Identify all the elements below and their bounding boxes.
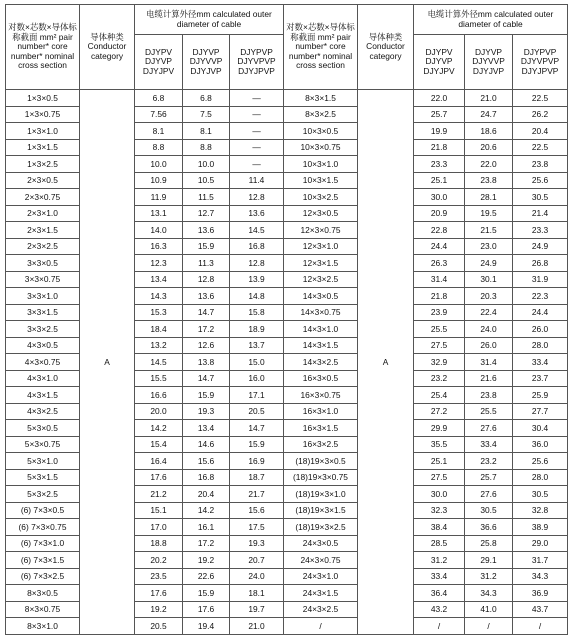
diameter-cell: 24.7	[465, 106, 513, 123]
spec-cell: 24×3×1.5	[284, 585, 358, 602]
diameter-cell: 25.6	[513, 172, 568, 189]
diameter-cell: 16.9	[230, 453, 284, 470]
diameter-cell: 21.6	[465, 370, 513, 387]
diameter-cell: 21.0	[230, 618, 284, 635]
spec-cell: 3×3×2.5	[6, 321, 80, 338]
spec-cell: 24×3×0.75	[284, 552, 358, 569]
spec-cell: 3×3×1.0	[6, 288, 80, 305]
diameter-cell: 16.1	[183, 519, 230, 536]
diameter-cell: 25.7	[465, 469, 513, 486]
spec-cell: 10×3×0.5	[284, 123, 358, 140]
diameter-cell: 15.6	[183, 453, 230, 470]
spec-cell: (18)19×3×0.75	[284, 469, 358, 486]
diameter-cell: 16.8	[230, 238, 284, 255]
diameter-cell: —	[230, 156, 284, 173]
model-col2-right: DJYVP DJYVVP DJYJVP	[465, 35, 513, 90]
diameter-cell: 15.5	[135, 370, 183, 387]
model-col3-right: DJYPVP DJYVPVP DJYJPVP	[513, 35, 568, 90]
diameter-cell: 18.6	[465, 123, 513, 140]
category-cell: A	[358, 90, 414, 635]
spec-cell: 1×3×1.5	[6, 139, 80, 156]
diameter-cell: 32.9	[414, 354, 465, 371]
diameter-cell: 36.9	[513, 585, 568, 602]
diameter-cell: 20.5	[135, 618, 183, 635]
diameter-cell: 20.6	[465, 139, 513, 156]
spec-cell: 12×3×1.0	[284, 238, 358, 255]
diameter-cell: 17.2	[183, 321, 230, 338]
diameter-cell: 18.1	[230, 585, 284, 602]
diameter-cell: 12.7	[183, 205, 230, 222]
diameter-cell: 14.8	[230, 288, 284, 305]
diameter-cell: 16.4	[135, 453, 183, 470]
diameter-cell: 20.5	[230, 403, 284, 420]
diameter-cell: 18.9	[230, 321, 284, 338]
spec-cell: 16×3×1.0	[284, 403, 358, 420]
diameter-cell: 16.3	[135, 238, 183, 255]
diameter-cell: 15.9	[183, 387, 230, 404]
diameter-cell: 19.3	[183, 403, 230, 420]
diameter-cell: 15.9	[230, 436, 284, 453]
diameter-cell: 14.6	[183, 436, 230, 453]
diameter-cell: 20.4	[513, 123, 568, 140]
diameter-cell: 25.7	[414, 106, 465, 123]
spec-cell: 14×3×1.0	[284, 321, 358, 338]
diameter-cell: 23.2	[414, 370, 465, 387]
spec-cell: 5×3×1.5	[6, 469, 80, 486]
diameter-cell: 13.4	[135, 271, 183, 288]
diameter-cell: 19.9	[414, 123, 465, 140]
diameter-cell: 41.0	[465, 601, 513, 618]
spec-right-header: 对数×芯数×导体标称截面 mm² pair number* core number* nominal cross section	[284, 5, 358, 90]
diameter-cell: 13.6	[230, 205, 284, 222]
spec-cell: 8×3×2.5	[284, 106, 358, 123]
diameter-cell: 34.3	[465, 585, 513, 602]
diameter-cell: 11.5	[183, 189, 230, 206]
diameter-cell: 19.2	[135, 601, 183, 618]
category-left-header: 导体种类 Conductor category	[80, 5, 135, 90]
diameter-cell: 16.8	[183, 469, 230, 486]
spec-cell: (6) 7×3×2.5	[6, 568, 80, 585]
diameter-cell: 23.5	[135, 568, 183, 585]
diameter-cell: 17.1	[230, 387, 284, 404]
diameter-cell: 25.6	[513, 453, 568, 470]
diameter-cell: 14.5	[135, 354, 183, 371]
diameter-cell: 14.0	[135, 222, 183, 239]
diameter-cell: 17.6	[135, 469, 183, 486]
spec-cell: 24×3×1.0	[284, 568, 358, 585]
diameter-cell: 18.8	[135, 535, 183, 552]
diameter-cell: 19.7	[230, 601, 284, 618]
diameter-cell: 19.2	[183, 552, 230, 569]
diameter-cell: 20.7	[230, 552, 284, 569]
diameter-cell: 26.2	[513, 106, 568, 123]
diameter-cell: 23.8	[465, 387, 513, 404]
diameter-cell: 30.4	[513, 420, 568, 437]
diameter-cell: 7.5	[183, 106, 230, 123]
diameter-cell: 21.8	[414, 139, 465, 156]
diameter-cell: 27.6	[465, 420, 513, 437]
diameter-cell: 6.8	[183, 90, 230, 107]
diameter-cell: 27.5	[414, 337, 465, 354]
diameter-cell: 15.3	[135, 304, 183, 321]
spec-cell: 16×3×0.5	[284, 370, 358, 387]
spec-cell: 4×3×1.0	[6, 370, 80, 387]
diameter-cell: 18.4	[135, 321, 183, 338]
spec-cell: (18)19×3×2.5	[284, 519, 358, 536]
diameter-cell: 23.2	[465, 453, 513, 470]
diameter-cell: 17.6	[183, 601, 230, 618]
diameter-cell: 17.5	[230, 519, 284, 536]
diameter-cell: 8.1	[135, 123, 183, 140]
diameter-cell: 27.2	[414, 403, 465, 420]
diameter-cell: 6.8	[135, 90, 183, 107]
diameter-cell: 23.3	[414, 156, 465, 173]
diameter-cell: 13.6	[183, 222, 230, 239]
spec-cell: 12×3×0.5	[284, 205, 358, 222]
diameter-cell: 19.4	[183, 618, 230, 635]
diameter-cell: 38.4	[414, 519, 465, 536]
diameter-cell: 21.2	[135, 486, 183, 503]
diameter-cell: 22.8	[414, 222, 465, 239]
spec-cell: 5×3×0.5	[6, 420, 80, 437]
diameter-cell: 36.0	[513, 436, 568, 453]
diameter-cell: 31.4	[414, 271, 465, 288]
diameter-cell: 28.5	[414, 535, 465, 552]
model-col1-right: DJYPV DJYVP DJYJPV	[414, 35, 465, 90]
diameter-cell: 16.6	[135, 387, 183, 404]
diameter-cell: 7.56	[135, 106, 183, 123]
diameter-cell: —	[230, 123, 284, 140]
diameter-cell: 15.4	[135, 436, 183, 453]
diameter-cell: 36.6	[465, 519, 513, 536]
diameter-cell: 24.0	[230, 568, 284, 585]
spec-cell: 3×3×1.5	[6, 304, 80, 321]
spec-cell: 16×3×2.5	[284, 436, 358, 453]
diameter-cell: 23.0	[465, 238, 513, 255]
diameter-right-header: 电缆计算外径mm calculated outer diameter of cable	[414, 5, 568, 35]
spec-cell: 2×3×0.5	[6, 172, 80, 189]
diameter-cell: /	[414, 618, 465, 635]
diameter-cell: 15.8	[230, 304, 284, 321]
spec-cell: 5×3×0.75	[6, 436, 80, 453]
diameter-cell: 15.9	[183, 238, 230, 255]
diameter-cell: 27.5	[414, 469, 465, 486]
spec-cell: 5×3×1.0	[6, 453, 80, 470]
diameter-cell: 34.3	[513, 568, 568, 585]
spec-cell: 4×3×2.5	[6, 403, 80, 420]
diameter-cell: 15.6	[230, 502, 284, 519]
diameter-cell: 17.6	[135, 585, 183, 602]
diameter-cell: 35.5	[414, 436, 465, 453]
spec-cell: 4×3×1.5	[6, 387, 80, 404]
spec-cell: 24×3×0.5	[284, 535, 358, 552]
diameter-cell: 10.5	[183, 172, 230, 189]
diameter-cell: 25.1	[414, 453, 465, 470]
diameter-cell: 11.3	[183, 255, 230, 272]
diameter-cell: 21.5	[465, 222, 513, 239]
diameter-cell: 14.7	[230, 420, 284, 437]
diameter-cell: 30.5	[465, 502, 513, 519]
diameter-cell: 28.0	[513, 337, 568, 354]
spec-cell: 14×3×2.5	[284, 354, 358, 371]
spec-cell: 4×3×0.5	[6, 337, 80, 354]
diameter-cell: 32.3	[414, 502, 465, 519]
diameter-cell: 31.2	[414, 552, 465, 569]
diameter-cell: 38.9	[513, 519, 568, 536]
diameter-cell: 26.3	[414, 255, 465, 272]
diameter-cell: 23.8	[465, 172, 513, 189]
model-col1-left: DJYPV DJYVP DJYJPV	[135, 35, 183, 90]
category-cell: A	[80, 90, 135, 635]
diameter-cell: 20.0	[135, 403, 183, 420]
category-right-header: 导体种类 Conductor category	[358, 5, 414, 90]
diameter-cell: 8.8	[135, 139, 183, 156]
diameter-cell: 17.2	[183, 535, 230, 552]
diameter-cell: 13.8	[183, 354, 230, 371]
spec-cell: 24×3×2.5	[284, 601, 358, 618]
diameter-cell: 15.1	[135, 502, 183, 519]
diameter-cell: 30.0	[414, 189, 465, 206]
diameter-cell: 25.5	[465, 403, 513, 420]
diameter-cell: 10.9	[135, 172, 183, 189]
diameter-cell: 23.3	[513, 222, 568, 239]
diameter-cell: 29.0	[513, 535, 568, 552]
diameter-cell: 12.8	[230, 189, 284, 206]
diameter-cell: 22.5	[513, 139, 568, 156]
diameter-cell: 31.7	[513, 552, 568, 569]
diameter-cell: 12.8	[183, 271, 230, 288]
diameter-cell: 21.0	[465, 90, 513, 107]
spec-cell: 2×3×1.5	[6, 222, 80, 239]
diameter-cell: 22.0	[465, 156, 513, 173]
spec-cell: 8×3×1.0	[6, 618, 80, 635]
diameter-cell: 21.4	[513, 205, 568, 222]
diameter-cell: 24.9	[465, 255, 513, 272]
diameter-cell: /	[513, 618, 568, 635]
diameter-cell: 13.7	[230, 337, 284, 354]
diameter-cell: 21.7	[230, 486, 284, 503]
diameter-cell: 26.0	[465, 337, 513, 354]
spec-cell: 12×3×0.75	[284, 222, 358, 239]
spec-cell: (6) 7×3×0.75	[6, 519, 80, 536]
spec-cell: (18)19×3×1.0	[284, 486, 358, 503]
diameter-cell: 22.5	[513, 90, 568, 107]
diameter-cell: 43.7	[513, 601, 568, 618]
spec-cell: 8×3×0.5	[6, 585, 80, 602]
spec-cell: (6) 7×3×1.0	[6, 535, 80, 552]
spec-cell: (6) 7×3×0.5	[6, 502, 80, 519]
diameter-cell: 29.1	[465, 552, 513, 569]
spec-cell: 1×3×1.0	[6, 123, 80, 140]
spec-cell: 8×3×1.5	[284, 90, 358, 107]
diameter-cell: 20.4	[183, 486, 230, 503]
diameter-cell: 22.0	[414, 90, 465, 107]
table-body	[6, 90, 568, 635]
spec-cell: 1×3×0.5	[6, 90, 80, 107]
model-col3-left: DJYPVP DJYVPVP DJYJPVP	[230, 35, 284, 90]
diameter-cell: 22.3	[513, 288, 568, 305]
diameter-cell: 31.9	[513, 271, 568, 288]
diameter-cell: 24.9	[513, 238, 568, 255]
diameter-cell: 17.0	[135, 519, 183, 536]
spec-cell: 1×3×2.5	[6, 156, 80, 173]
diameter-cell: 20.9	[414, 205, 465, 222]
diameter-cell: 25.5	[414, 321, 465, 338]
cable-diameter-table	[5, 4, 568, 635]
spec-cell: 10×3×1.0	[284, 156, 358, 173]
diameter-cell: 30.0	[414, 486, 465, 503]
diameter-cell: 13.2	[135, 337, 183, 354]
diameter-cell: 43.2	[414, 601, 465, 618]
diameter-cell: 12.6	[183, 337, 230, 354]
diameter-cell: 31.4	[465, 354, 513, 371]
diameter-cell: 26.8	[513, 255, 568, 272]
diameter-cell: 25.1	[414, 172, 465, 189]
spec-cell: /	[284, 618, 358, 635]
spec-cell: 3×3×0.5	[6, 255, 80, 272]
diameter-cell: 33.4	[465, 436, 513, 453]
diameter-cell: 19.5	[465, 205, 513, 222]
diameter-cell: 30.5	[513, 189, 568, 206]
diameter-cell: 10.0	[135, 156, 183, 173]
spec-cell: 12×3×1.5	[284, 255, 358, 272]
spec-cell: 16×3×1.5	[284, 420, 358, 437]
diameter-cell: /	[465, 618, 513, 635]
diameter-cell: 11.4	[230, 172, 284, 189]
diameter-cell: 11.9	[135, 189, 183, 206]
diameter-cell: 23.9	[414, 304, 465, 321]
diameter-cell: 30.1	[465, 271, 513, 288]
diameter-cell: 27.7	[513, 403, 568, 420]
spec-cell: 16×3×0.75	[284, 387, 358, 404]
spec-cell: 2×3×1.0	[6, 205, 80, 222]
diameter-cell: 15.9	[183, 585, 230, 602]
diameter-cell: 24.4	[513, 304, 568, 321]
spec-cell: 3×3×0.75	[6, 271, 80, 288]
diameter-cell: 28.1	[465, 189, 513, 206]
spec-cell: 2×3×2.5	[6, 238, 80, 255]
diameter-cell: 23.7	[513, 370, 568, 387]
spec-cell: 5×3×2.5	[6, 486, 80, 503]
diameter-cell: 20.3	[465, 288, 513, 305]
spec-cell: 12×3×2.5	[284, 271, 358, 288]
diameter-cell: 18.7	[230, 469, 284, 486]
diameter-cell: 27.6	[465, 486, 513, 503]
spec-cell: 1×3×0.75	[6, 106, 80, 123]
spec-cell: 14×3×1.5	[284, 337, 358, 354]
diameter-cell: 36.4	[414, 585, 465, 602]
diameter-cell: 13.1	[135, 205, 183, 222]
diameter-cell: 14.7	[183, 370, 230, 387]
diameter-cell: 19.3	[230, 535, 284, 552]
diameter-cell: 12.8	[230, 255, 284, 272]
diameter-cell: 23.8	[513, 156, 568, 173]
diameter-cell: 14.3	[135, 288, 183, 305]
diameter-cell: 29.9	[414, 420, 465, 437]
diameter-cell: 24.4	[414, 238, 465, 255]
diameter-left-header: 电缆计算外径mm calculated outer diameter of cable	[135, 5, 284, 35]
diameter-cell: 24.0	[465, 321, 513, 338]
spec-cell: (18)19×3×1.5	[284, 502, 358, 519]
spec-cell: 14×3×0.5	[284, 288, 358, 305]
diameter-cell: 15.0	[230, 354, 284, 371]
spec-cell: (6) 7×3×1.5	[6, 552, 80, 569]
diameter-cell: 13.4	[183, 420, 230, 437]
diameter-cell: 12.3	[135, 255, 183, 272]
diameter-cell: 25.4	[414, 387, 465, 404]
diameter-cell: 26.0	[513, 321, 568, 338]
diameter-cell: 21.8	[414, 288, 465, 305]
spec-cell: 10×3×2.5	[284, 189, 358, 206]
model-col2-left: DJYVP DJYVVP DJYJVP	[183, 35, 230, 90]
diameter-cell: 14.7	[183, 304, 230, 321]
spec-cell: (18)19×3×0.5	[284, 453, 358, 470]
diameter-cell: 22.4	[465, 304, 513, 321]
spec-cell: 14×3×0.75	[284, 304, 358, 321]
spec-left-header: 对数×芯数×导体标称截面 mm² pair number* core number* nominal cross section	[6, 5, 80, 90]
spec-cell: 10×3×0.75	[284, 139, 358, 156]
diameter-cell: 16.0	[230, 370, 284, 387]
table-row	[6, 90, 568, 107]
diameter-cell: 13.6	[183, 288, 230, 305]
diameter-cell: 22.6	[183, 568, 230, 585]
diameter-cell: —	[230, 106, 284, 123]
spec-cell: 10×3×1.5	[284, 172, 358, 189]
diameter-cell: 20.2	[135, 552, 183, 569]
diameter-cell: 30.5	[513, 486, 568, 503]
diameter-cell: 8.8	[183, 139, 230, 156]
diameter-cell: 14.5	[230, 222, 284, 239]
diameter-cell: 32.8	[513, 502, 568, 519]
diameter-cell: 31.2	[465, 568, 513, 585]
spec-cell: 8×3×0.75	[6, 601, 80, 618]
diameter-cell: 14.2	[135, 420, 183, 437]
diameter-cell: 10.0	[183, 156, 230, 173]
diameter-cell: 13.9	[230, 271, 284, 288]
diameter-cell: 8.1	[183, 123, 230, 140]
spec-cell: 2×3×0.75	[6, 189, 80, 206]
diameter-cell: 33.4	[414, 568, 465, 585]
diameter-cell: —	[230, 90, 284, 107]
spec-cell: 4×3×0.75	[6, 354, 80, 371]
diameter-cell: 25.9	[513, 387, 568, 404]
diameter-cell: 28.0	[513, 469, 568, 486]
diameter-cell: —	[230, 139, 284, 156]
diameter-cell: 14.2	[183, 502, 230, 519]
diameter-cell: 33.4	[513, 354, 568, 371]
diameter-cell: 25.8	[465, 535, 513, 552]
